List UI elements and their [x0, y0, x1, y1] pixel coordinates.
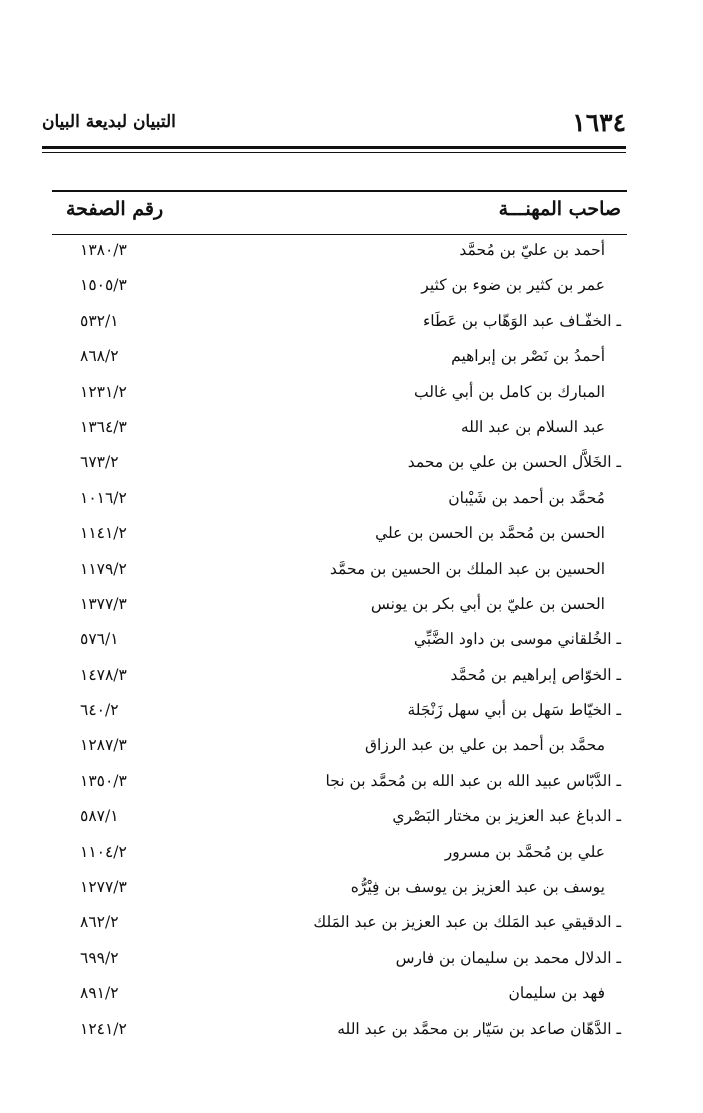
row-name: فهد بن سليمان	[508, 984, 605, 1003]
book-title: التبيان لبديعة البيان	[42, 112, 176, 132]
table-row	[52, 907, 627, 942]
table-row	[52, 801, 627, 836]
table-row	[52, 483, 627, 518]
row-page-ref: ١٤٧٨/٣	[80, 665, 127, 684]
table-row	[52, 730, 627, 765]
row-name: ـ الدقيقي عبد المَلك بن عبد العزيز بن عبد المَلك	[313, 913, 621, 932]
table-row	[52, 341, 627, 376]
table-row	[52, 624, 627, 659]
row-name: علي بن مُحمَّد بن مسرور	[444, 842, 605, 861]
row-page-ref: ١٣٦٤/٣	[80, 417, 127, 436]
row-page-ref: ٥٣٢/١	[80, 311, 119, 330]
row-name: الحسن بن عليّ بن أبي بكر بن يونس	[370, 594, 605, 613]
row-name: الحسين بن عبد الملك بن الحسين بن محمَّد	[329, 559, 605, 578]
table-row	[52, 412, 627, 447]
table-row	[52, 589, 627, 624]
row-name: مُحمَّد بن أحمد بن شَيْبان	[448, 488, 605, 507]
row-name: ـ الخَلاَّل الحسن بن علي بن محمد	[407, 453, 621, 472]
row-name: محمَّد بن أحمد بن علي بن عبد الرزاق	[365, 736, 605, 755]
page-header	[42, 108, 626, 140]
table-row	[52, 943, 627, 978]
header-rule-thick	[42, 146, 626, 149]
row-page-ref: ٦٧٣/٢	[80, 453, 119, 472]
header-rule-thin	[42, 152, 626, 153]
row-page-ref: ٥٨٧/١	[80, 807, 119, 826]
row-page-ref: ١٣٨٠/٣	[80, 241, 127, 259]
table-row	[52, 235, 627, 270]
table-row	[52, 837, 627, 872]
row-name: ـ الخيّاط سَهل بن أبي سهل زَنْجَلة	[407, 701, 621, 720]
table-row	[52, 518, 627, 553]
row-name: أحمدُ بن نَصْر بن إبراهيم	[451, 347, 605, 366]
row-page-ref: ٨٦٨/٢	[80, 347, 119, 366]
row-page-ref: ١١٧٩/٢	[80, 559, 127, 578]
table-row	[52, 377, 627, 412]
row-page-ref: ١١٤١/٢	[80, 524, 127, 543]
table-row	[52, 660, 627, 695]
row-name: ـ الدَّبّاس عبيد الله بن عبد الله بن مُحمَّد بن نجا	[325, 771, 621, 790]
row-name: ـ الدباغ عبد العزيز بن مختار البَصْري	[392, 807, 621, 826]
row-name: ـ الخفّـاف عبد الوَهّاب بن عَطَاء	[422, 311, 621, 330]
page-number: ١٦٣٤	[572, 108, 626, 137]
row-page-ref: ٦٩٩/٢	[80, 948, 119, 967]
table-row	[52, 766, 627, 801]
row-name: يوسف بن عبد العزيز بن يوسف بن فِيْرُّه	[350, 878, 605, 897]
index-table	[52, 190, 627, 1049]
row-page-ref: ٨٦٢/٢	[80, 913, 119, 932]
row-page-ref: ١٢٧٧/٣	[80, 878, 127, 897]
row-name: عمر بن كثير بن ضوء بن كثير	[421, 276, 605, 295]
table-row	[52, 270, 627, 305]
column-header-name: صاحب المهنـــة	[498, 198, 621, 220]
row-name: ـ الخوّاص إبراهيم بن مُحمَّد	[450, 665, 621, 684]
table-row	[52, 872, 627, 907]
row-name: الحسن بن مُحمَّد بن الحسن بن علي	[375, 524, 605, 543]
row-page-ref: ١٣٧٧/٣	[80, 594, 127, 613]
table-row	[52, 695, 627, 730]
row-name: المبارك بن كامل بن أبي غالب	[414, 382, 605, 401]
row-name: ـ الدلال محمد بن سليمان بن فارس	[395, 948, 621, 967]
row-name: عبد السلام بن عبد الله	[460, 417, 605, 436]
table-row	[52, 447, 627, 482]
row-page-ref: ٥٧٦/١	[80, 630, 119, 649]
table-body	[52, 235, 627, 1049]
row-page-ref: ١٥٠٥/٣	[80, 276, 127, 295]
table-row	[52, 554, 627, 589]
row-page-ref: ٦٤٠/٢	[80, 701, 119, 720]
row-page-ref: ١١٠٤/٢	[80, 842, 127, 861]
row-name: أحمد بن عليّ بن مُحمَّد	[459, 241, 605, 259]
row-page-ref: ٨٩١/٢	[80, 984, 119, 1003]
table-row	[52, 978, 627, 1013]
row-name: ـ الخُلقاني موسى بن داود الضَّبِّي	[413, 630, 621, 649]
table-row	[52, 1014, 627, 1049]
row-page-ref: ١٢٨٧/٣	[80, 736, 127, 755]
row-name: ـ الدَّهّان صاعد بن سَيّار بن محمَّد بن عبد الله	[337, 1019, 621, 1038]
row-page-ref: ١٢٤١/٢	[80, 1019, 127, 1038]
row-page-ref: ١٣٥٠/٣	[80, 771, 127, 790]
row-page-ref: ١٢٣١/٢	[80, 382, 127, 401]
column-header-page: رقم الصفحة	[66, 198, 164, 220]
row-page-ref: ١٠١٦/٢	[80, 488, 127, 507]
table-header	[52, 190, 627, 235]
table-row	[52, 306, 627, 341]
